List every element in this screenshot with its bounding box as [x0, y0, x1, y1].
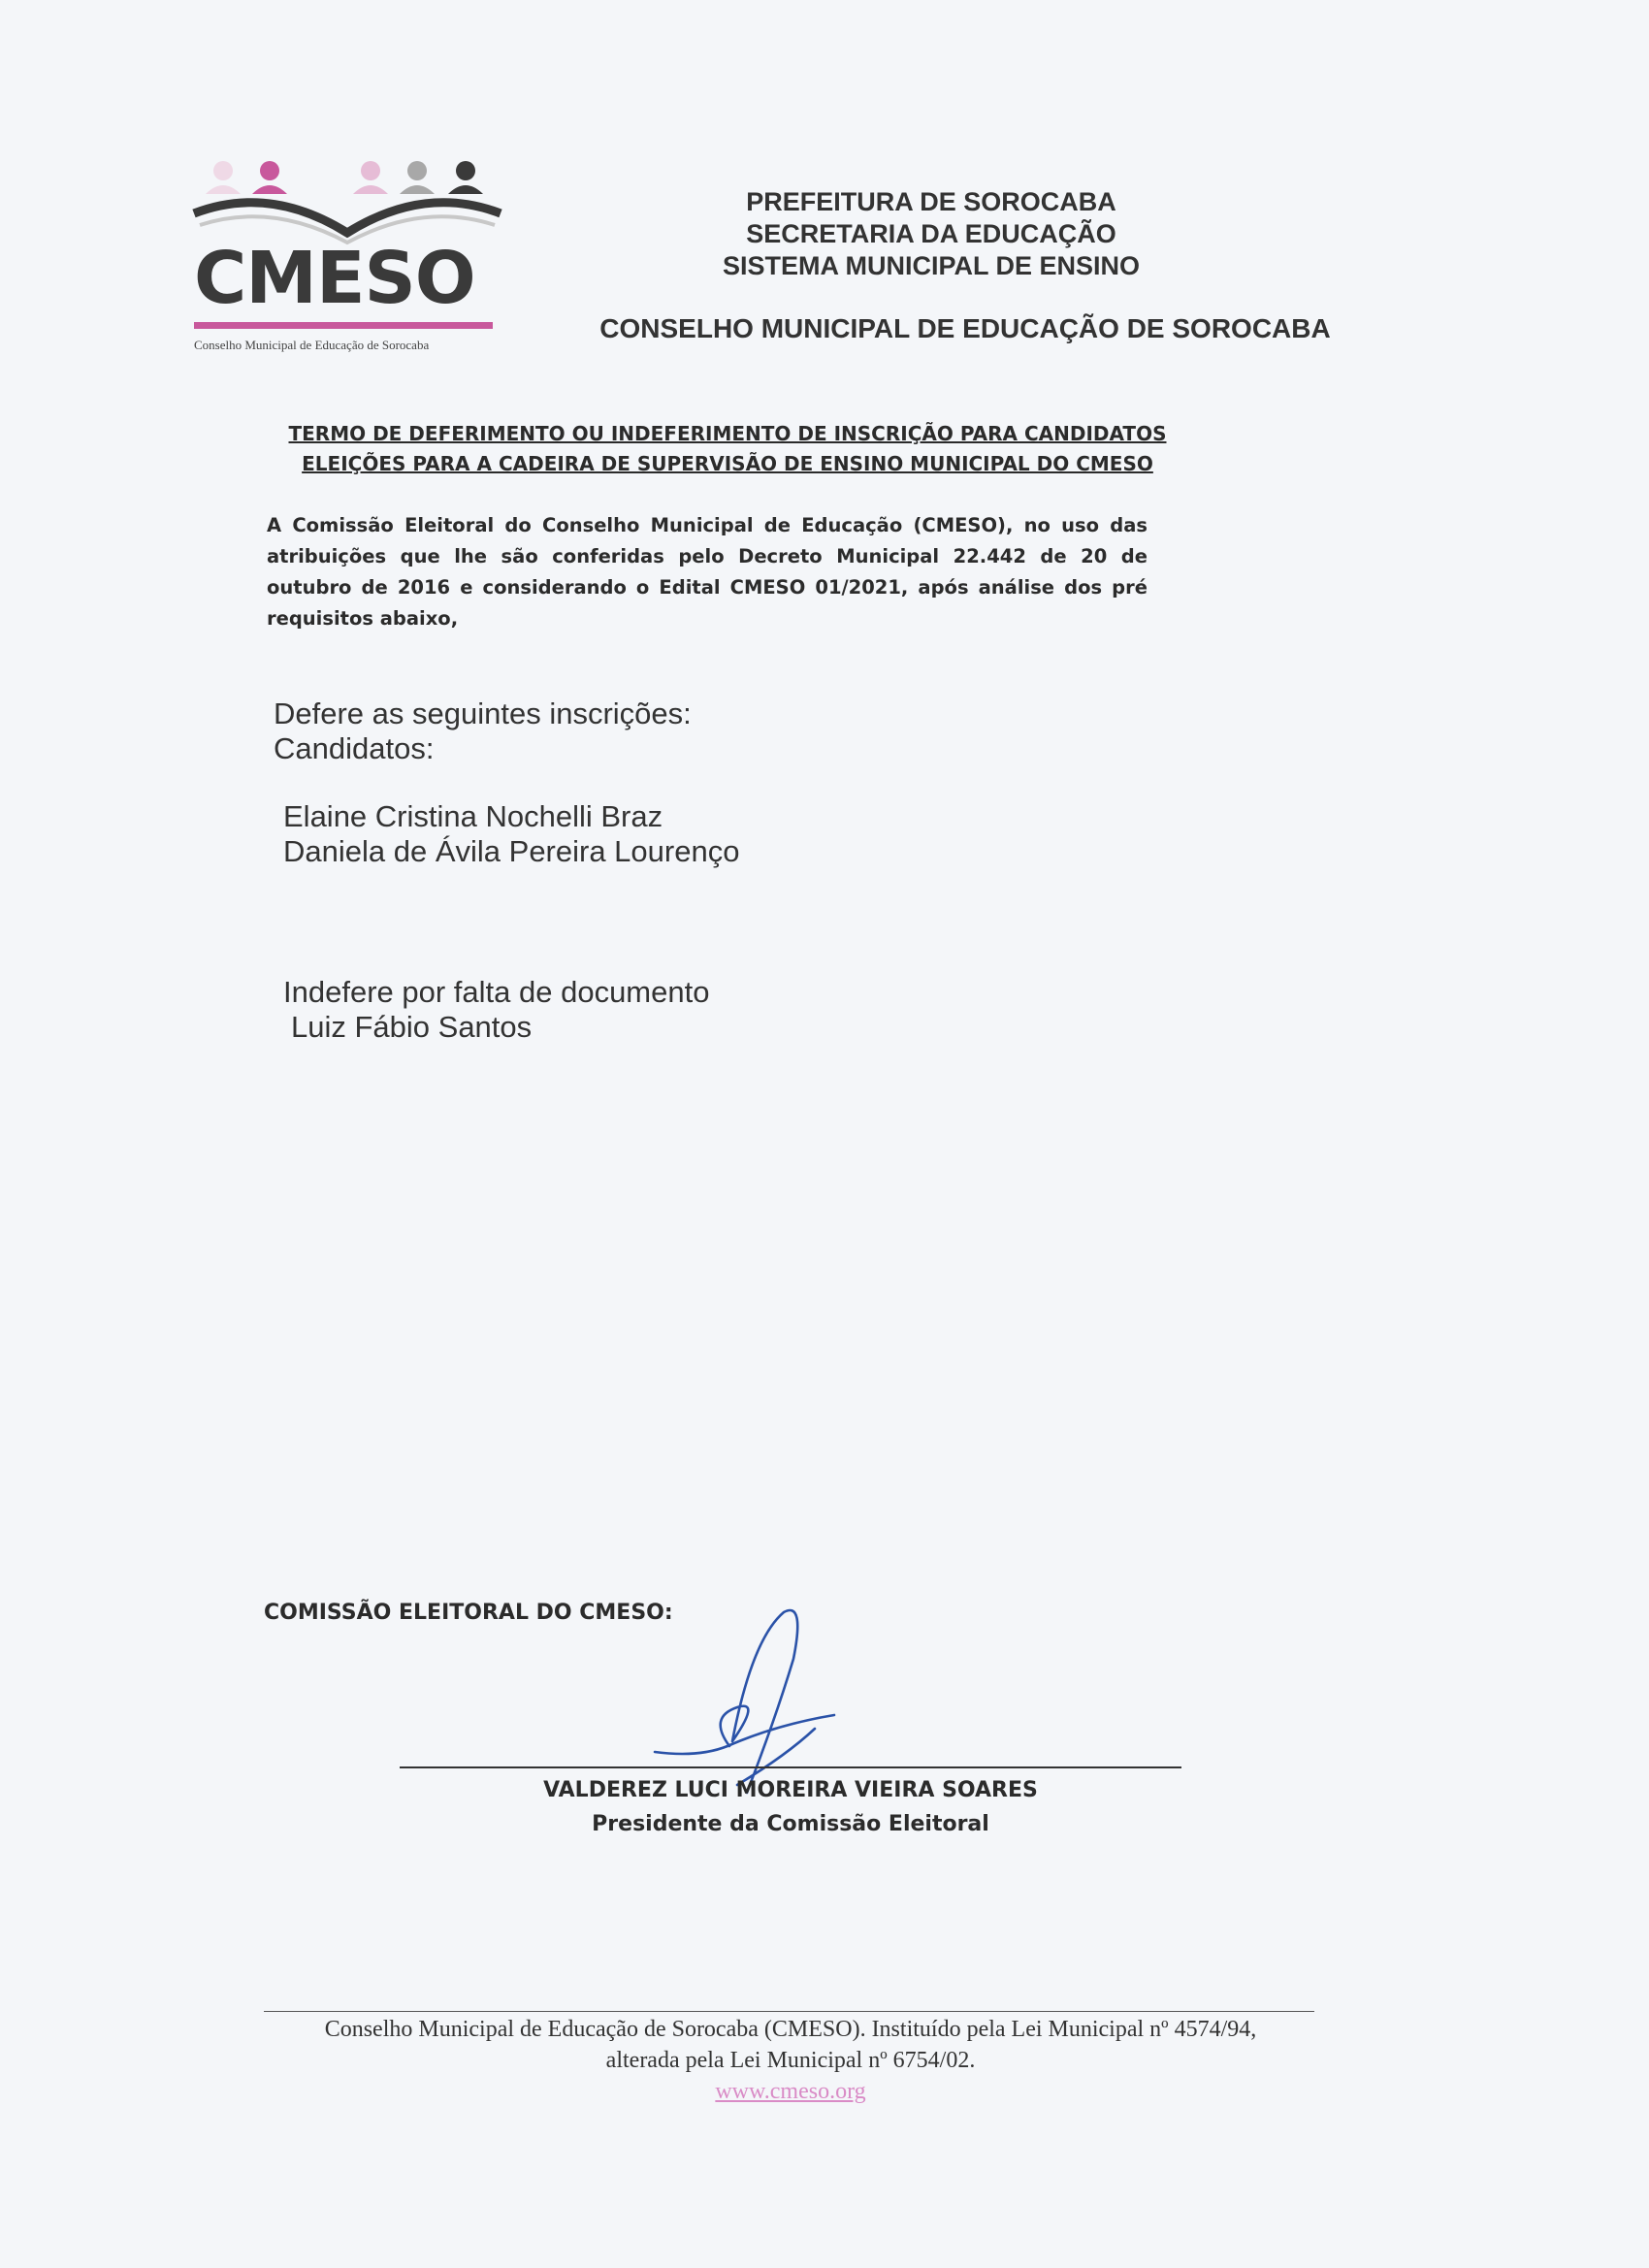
term-title-line: TERMO DE DEFERIMENTO OU INDEFERIMENTO DE INSCRIÇÃO PARA CANDIDATOS	[288, 422, 1167, 445]
footer-line: alterada pela Lei Municipal nº 6754/02.	[605, 2048, 976, 2073]
institution-header	[718, 186, 1145, 282]
list-item: Elaine Cristina Nochelli Braz	[283, 799, 663, 833]
council-title: CONSELHO MUNICIPAL DE EDUCAÇÃO DE SOROCABA	[599, 313, 1331, 343]
term-title-line: ELEIÇÕES PARA A CADEIRA DE SUPERVISÃO DE ENSINO MUNICIPAL DO CMESO	[302, 452, 1153, 475]
signature-line	[400, 1766, 1181, 1768]
handwritten-signature	[640, 1601, 873, 1795]
footer-line: Conselho Municipal de Educação de Sorocaba (CMESO). Instituído pela Lei Municipal nº 4574/94,	[324, 2017, 1257, 2042]
signer-role: Presidente da Comissão Eleitoral	[592, 1812, 989, 1836]
rejected-list	[291, 1010, 532, 1045]
logo-wordmark: CMESO	[194, 237, 475, 320]
cmeso-logo	[192, 155, 502, 364]
list-item: Luiz Fábio Santos	[291, 1010, 533, 1044]
website-link[interactable]: www.cmeso.org	[715, 2079, 866, 2104]
people-book-icon	[192, 155, 502, 247]
header-line: SISTEMA MUNICIPAL DE ENSINO	[722, 251, 1141, 280]
signer-block	[400, 1773, 1181, 1841]
logo-underline	[194, 322, 493, 329]
logo-subtitle: Conselho Municipal de Educação de Sorocaba	[194, 338, 430, 352]
intro-paragraph: A Comissão Eleitoral do Conselho Municipal de Educação (CMESO), no uso das atribuições que lhe são conferidas pelo Decreto Municipal 22.442 de 20 de outubro de 2016 e considerando o Edital CMESO 01/2021, após análise dos pré requisitos abaixo,	[267, 514, 1148, 630]
term-title	[242, 419, 1212, 479]
commission-label: COMISSÃO ELEITORAL DO CMESO:	[264, 1601, 673, 1625]
approved-subheading: Candidatos:	[274, 731, 435, 765]
approved-list	[283, 799, 739, 869]
approved-section	[274, 697, 692, 766]
footer-divider	[264, 2011, 1314, 2012]
list-item: Daniela de Ávila Pereira Lourenço	[283, 834, 740, 868]
signer-name: VALDEREZ LUCI MOREIRA VIEIRA SOARES	[543, 1778, 1038, 1802]
header-line: PREFEITURA DE SOROCABA	[746, 187, 1116, 216]
header-line: SECRETARIA DA EDUCAÇÃO	[746, 219, 1116, 248]
rejected-heading: Indefere por falta de documento	[283, 975, 710, 1009]
approved-heading: Defere as seguintes inscrições:	[274, 697, 692, 730]
footer	[233, 2014, 1348, 2107]
